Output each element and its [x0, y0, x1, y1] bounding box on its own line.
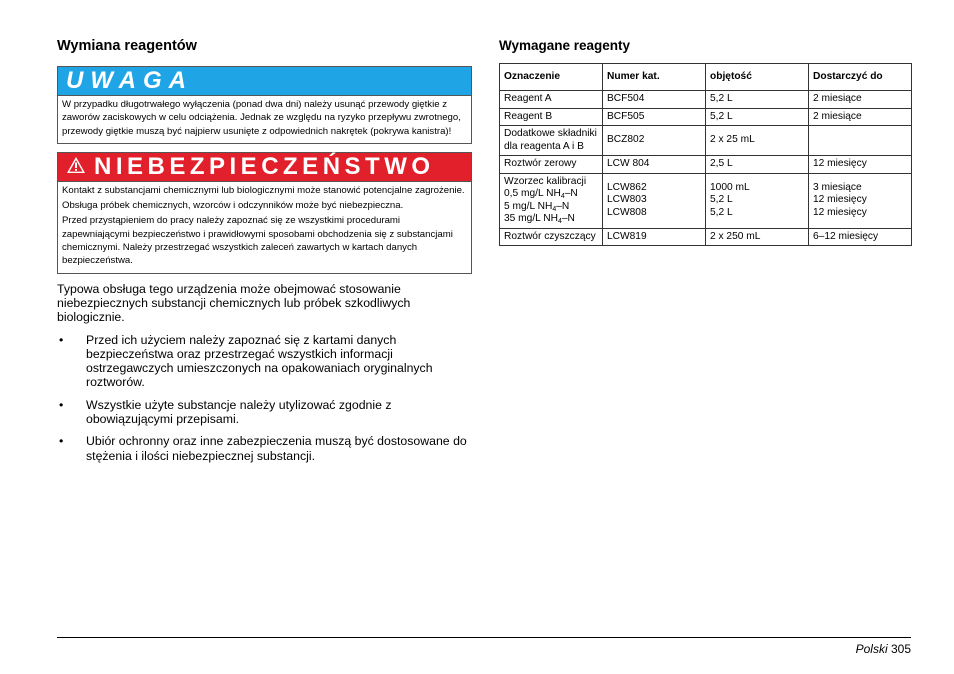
left-column [57, 38, 472, 471]
warning-triangle-icon [66, 153, 86, 181]
caution-box [57, 66, 472, 144]
footer-divider [57, 637, 911, 638]
danger-title: NIEBEZPIECZEŃSTWO [94, 152, 435, 180]
cell-line: LCW803 [607, 194, 647, 206]
intro-paragraph: Typowa obsługa tego urządzenia może obejmować stosowanie niebezpiecznych substancji chemicznych lub próbek szkodliwych biologicznie. [57, 281, 411, 325]
footer-language: Polski [855, 642, 888, 656]
formula-text: 5 mg/L NH [504, 200, 553, 212]
cell-line [504, 201, 598, 214]
cell-line: 12 miesięcy [813, 194, 867, 206]
table-heading: Wymagane reagenty [499, 38, 631, 53]
table-cell: Roztwór zerowy [500, 156, 603, 174]
formula-suffix: –N [561, 213, 575, 224]
cell-line: 12 miesięcy [813, 206, 867, 218]
table-row [500, 108, 912, 126]
table-row [500, 126, 912, 156]
list-item-text: Wszystkie użyte substancje należy utylizować zgodnie z obowiązującymi przepisami. [86, 397, 392, 427]
formula-text: 0,5 mg/L NH [504, 188, 561, 199]
cell-line: LCW862 [607, 181, 647, 193]
table-cell: 5,2 L [706, 91, 809, 109]
cell-line [504, 188, 598, 201]
section-heading: Wymiana reagentów [57, 38, 197, 54]
table-cell: BCZ802 [603, 126, 706, 156]
table-cell: Dodatkowe składniki dla reagenta A i B [500, 126, 603, 156]
table-cell: 5,2 L [706, 108, 809, 126]
cell-line [504, 213, 598, 226]
bullet-icon: • [59, 332, 64, 347]
table-cell [706, 173, 809, 228]
table-cell: 2 x 25 mL [706, 126, 809, 156]
list-item [57, 434, 472, 463]
table-cell: LCW 804 [603, 156, 706, 174]
table-cell: LCW819 [603, 228, 706, 246]
danger-paragraph: Obsługa próbek chemicznych, wzorców i odczynników może być niebezpieczna. [62, 200, 404, 212]
right-column [499, 38, 912, 246]
table-cell: Reagent B [500, 108, 603, 126]
cell-line: Wzorzec kalibracji [504, 175, 587, 187]
formula-subscript: 4 [560, 193, 565, 200]
danger-paragraph: Przed przystąpieniem do pracy należy zapoznać się ze wszystkimi procedurami zapewniającymi bezpieczeństwo i prawidłowymi sposobami obchodzenia się z substancjami chemicznymi. Należy przestrzegać wszystkich zaleceń zawartych w kartach danych bezpieczeństwa. [62, 215, 453, 267]
cell-line: 1000 mL [710, 181, 750, 193]
list-item-text: Ubiór ochronny oraz inne zabezpieczenia muszą być dostosowane do stężenia i ilości niebezpiecznej substancji. [86, 434, 467, 463]
danger-text [58, 182, 471, 273]
formula-subscript: 4 [557, 218, 562, 225]
cell-line: 3 miesiące [813, 181, 862, 193]
formula-suffix: –N [564, 188, 578, 199]
table-cell: 2,5 L [706, 156, 809, 174]
column-header: objętość [706, 64, 809, 91]
cell-line: 5,2 L [710, 206, 733, 218]
table-cell: BCF504 [603, 91, 706, 109]
list-item [57, 333, 472, 390]
table-cell: 2 miesiące [809, 108, 912, 126]
table-cell: Roztwór czyszczący [500, 228, 603, 246]
formula-suffix: –N [556, 200, 570, 212]
table-cell: 2 miesiące [809, 91, 912, 109]
reagents-table [499, 63, 912, 246]
bullet-icon: • [59, 434, 64, 449]
table-cell: BCF505 [603, 108, 706, 126]
table-cell: 2 x 250 mL [706, 228, 809, 246]
formula-text: 35 mg/L NH [504, 213, 558, 224]
table-row [500, 156, 912, 174]
danger-box [57, 152, 472, 274]
cell-line: LCW808 [607, 206, 647, 218]
column-header: Oznaczenie [500, 64, 603, 91]
page-number: 305 [890, 642, 911, 656]
danger-paragraph: Kontakt z substancjami chemicznymi lub biologicznymi może stanowić potencjalne zagrożenie. [62, 184, 465, 196]
table-cell: 6–12 miesięcy [809, 228, 912, 246]
table-cell [500, 173, 603, 228]
table-header-row [500, 64, 912, 91]
list-item-text: Przed ich użyciem należy zapoznać się z kartami danych bezpieczeństwa oraz przestrzegać wszystkich informacji ostrzegawczych umieszczonych na opakowaniach oryginalnych roztworów. [86, 332, 433, 390]
cell-line: 5,2 L [710, 194, 733, 206]
table-cell [809, 173, 912, 228]
bullet-list [57, 333, 472, 463]
caution-text [58, 96, 471, 143]
danger-header [58, 153, 471, 182]
caution-title: UWAGA [58, 67, 471, 96]
page-footer [856, 642, 911, 656]
caution-paragraph: W przypadku długotrwałego wyłączenia (ponad dwa dni) należy usunąć przewody giętkie z zaworów zaciskowych w celu odciążenia. Jednak ze względu na ryzyko przepływu zwrotnego, przewody giętkie muszą być najpierw usunięte z odpowiednich nakrętek (pokrywa kanistra)! [62, 99, 461, 137]
table-cell [603, 173, 706, 228]
bullet-icon: • [59, 397, 64, 412]
list-item [57, 398, 472, 427]
column-header: Numer kat. [603, 64, 706, 91]
table-cell: 12 miesięcy [809, 156, 912, 174]
column-header: Dostarczyć do [809, 64, 912, 91]
formula-subscript: 4 [552, 205, 557, 213]
table-row [500, 228, 912, 246]
table-row [500, 173, 912, 228]
table-cell [809, 126, 912, 156]
table-row [500, 91, 912, 109]
table-cell: Reagent A [500, 91, 603, 109]
